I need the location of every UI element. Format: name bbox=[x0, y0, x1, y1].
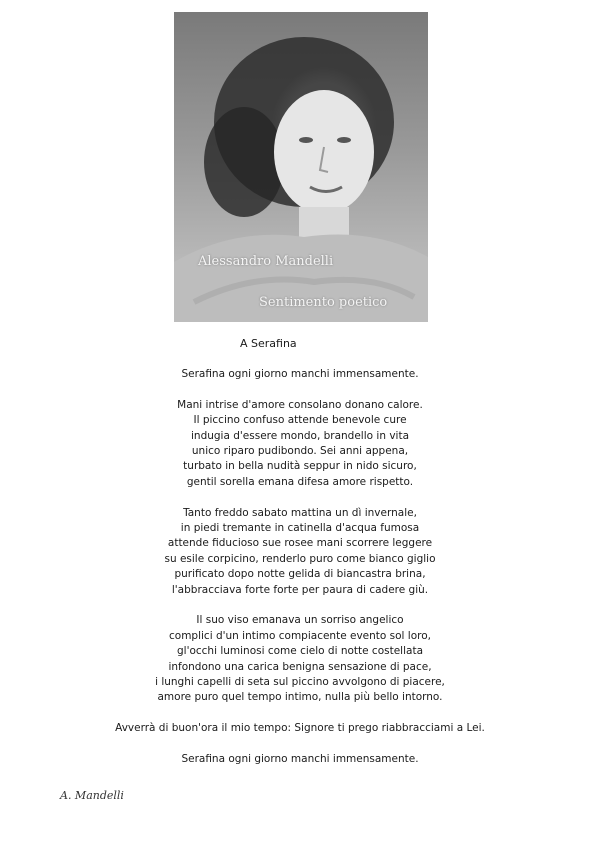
poem-line: su esile corpicino, renderlo puro come bianco giglio bbox=[164, 552, 436, 565]
dedication-title: A Serafina bbox=[240, 337, 297, 350]
poem-line: amore puro quel tempo intimo, nulla più bello intorno. bbox=[157, 691, 443, 704]
author-signature: A. Mandelli bbox=[60, 789, 124, 802]
poem-line: Il piccino confuso attende benevole cure bbox=[193, 414, 407, 427]
poem-line: infondono una carica benigna sensazione di pace, bbox=[168, 660, 432, 673]
poem-line: indugia d'essere mondo, brandello in vita bbox=[191, 429, 409, 442]
poem-line: attende fiducioso sue rosee mani scorrere leggere bbox=[167, 537, 433, 550]
cover-author: Alessandro Mandelli bbox=[198, 254, 334, 269]
poem-line: gl'occhi luminosi come cielo di notte costellata bbox=[176, 645, 424, 658]
poem-line: turbato in bella nudità seppur in nido sicuro, bbox=[183, 460, 417, 473]
poem-refrain-open: Serafina ogni giorno manchi immensamente. bbox=[181, 368, 419, 380]
poem-line: Mani intrise d'amore consolano donano calore. bbox=[177, 398, 423, 411]
poem-stanza-1 bbox=[20, 398, 580, 490]
cover-subtitle: Sentimento poetico bbox=[259, 295, 388, 310]
poem-line: gentil sorella emana difesa amore rispetto. bbox=[186, 475, 414, 488]
poem-stanza-3 bbox=[20, 613, 580, 705]
poem-refrain-close: Serafina ogni giorno manchi immensamente. bbox=[181, 753, 419, 766]
poem-stanza-2 bbox=[20, 506, 580, 598]
poem-closing-line: Avverrà di buon'ora il mio tempo: Signore ti prego riabbracciami a Lei. bbox=[115, 722, 485, 735]
poem-line: unico riparo pudibondo. Sei anni appena, bbox=[191, 445, 409, 458]
poem-line: Tanto freddo sabato mattina un dì invernale, bbox=[183, 506, 417, 519]
poem-body bbox=[20, 367, 580, 767]
poem-line: i lunghi capelli di seta sul piccino avvolgono di piacere, bbox=[155, 676, 445, 689]
poem-line: Il suo viso emanava un sorriso angelico bbox=[196, 614, 404, 627]
poem-line: l'abbracciava forte forte per paura di cadere giù. bbox=[171, 583, 429, 596]
portrait-photo bbox=[174, 12, 428, 322]
poem-line: in piedi tremante in catinella d'acqua fumosa bbox=[180, 522, 420, 535]
poem-line: purificato dopo notte gelida di biancastra brina, bbox=[174, 568, 426, 581]
book-cover bbox=[174, 12, 428, 322]
poem-line: complici d'un intimo compiacente evento sol loro, bbox=[169, 629, 431, 642]
